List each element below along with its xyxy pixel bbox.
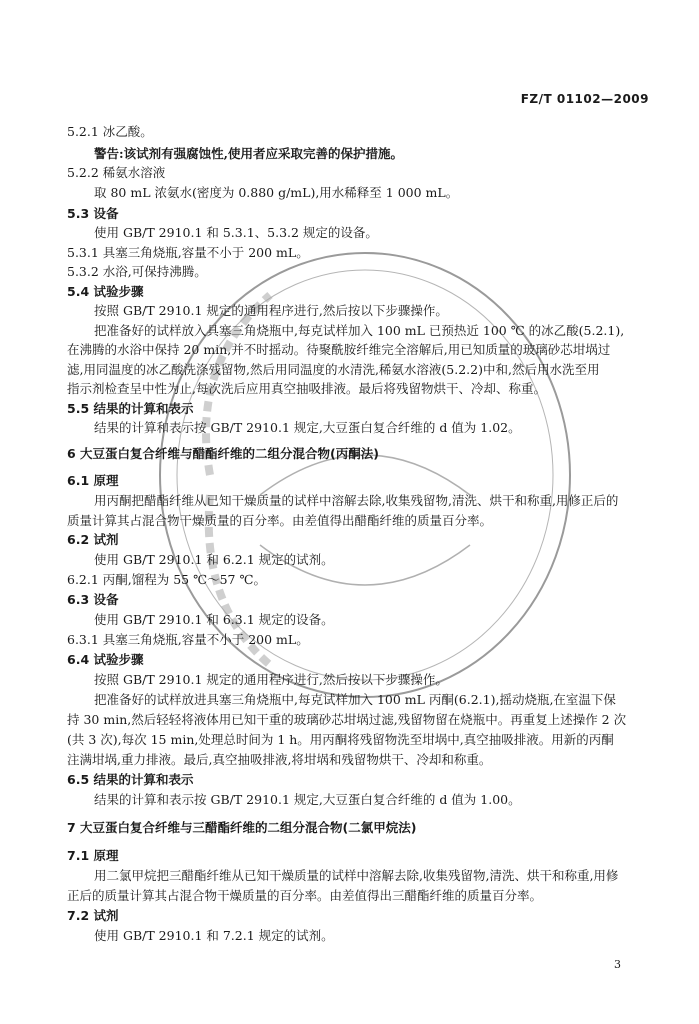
para-line: 在沸腾的水浴中保持 20 min,并不时摇动。待聚酰胺纤维完全溶解后,用已知质量的玻璃砂芯坩埚过 [67,342,611,357]
para-line: 注满坩埚,重力排液。最后,真空抽吸排液,将坩埚和残留物烘干、冷却和称重。 [67,752,492,767]
para-line: 使用 GB/T 2910.1 和 6.3.1 规定的设备。 [94,612,334,627]
line-6-2-1: 6.2.1 丙酮,馏程为 55 ℃～57 ℃。 [67,572,266,587]
para-line: 用二氯甲烷把三醋酯纤维从已知干燥质量的试样中溶解去除,收集残留物,清洗、烘干和称重,用修 [94,868,619,883]
para-line: 使用 GB/T 2910.1 和 5.3.1、5.3.2 规定的设备。 [94,225,378,240]
heading-6-3: 6.3 设备 [67,592,119,607]
para-line: 把准备好的试样放入具塞三角烧瓶中,每克试样加入 100 mL 已预热近 100 ℃ 的冰乙酸(5.2.1), [94,323,625,338]
heading-5-4: 5.4 试验步骤 [67,284,144,299]
heading-6-4: 6.4 试验步骤 [67,652,144,667]
heading-5-5: 5.5 结果的计算和表示 [67,401,194,416]
heading-7-2: 7.2 试剂 [67,908,119,923]
section-6-title: 6 大豆蛋白复合纤维与醋酯纤维的二组分混合物(丙酮法) [67,446,379,461]
line-5-3-1: 5.3.1 具塞三角烧瓶,容量不小于 200 mL。 [67,245,309,260]
page-number: 3 [614,958,621,971]
para-line: 按照 GB/T 2910.1 规定的通用程序进行,然后按以下步骤操作。 [94,672,448,687]
heading-7-1: 7.1 原理 [67,848,119,863]
para-line: 使用 GB/T 2910.1 和 6.2.1 规定的试剂。 [94,552,334,567]
para-line: 按照 GB/T 2910.1 规定的通用程序进行,然后按以下步骤操作。 [94,303,448,318]
heading-6-2: 6.2 试剂 [67,532,119,547]
para-line: 使用 GB/T 2910.1 和 7.2.1 规定的试剂。 [94,928,334,943]
warning-text: 警告:该试剂有强腐蚀性,使用者应采取完善的保护措施。 [94,146,403,161]
line-5-2-1: 5.2.1 冰乙酸。 [67,124,153,139]
para-line: 结果的计算和表示按 GB/T 2910.1 规定,大豆蛋白复合纤维的 d 值为 1.02。 [94,420,521,435]
para-line: 正后的质量计算其占混合物干燥质量的百分率。由差值得出三醋酯纤维的质量百分率。 [67,888,543,903]
heading-6-5: 6.5 结果的计算和表示 [67,772,194,787]
para-line: (共 3 次),每次 15 min,处理总时间为 1 h。用丙酮将残留物洗至坩埚中,真空抽吸排液。用新的丙酮 [67,732,614,747]
para-line: 质量计算其占混合物干燥质量的百分率。由差值得出醋酯纤维的质量百分率。 [67,513,493,528]
standard-code: FZ/T 01102—2009 [520,92,649,106]
para-line: 结果的计算和表示按 GB/T 2910.1 规定,大豆蛋白复合纤维的 d 值为 1.00。 [94,792,521,807]
line-5-3-2: 5.3.2 水浴,可保持沸腾。 [67,264,207,279]
heading-5-3: 5.3 设备 [67,206,119,221]
para-line: 持 30 min,然后轻轻将液体用已知干重的玻璃砂芯坩埚过滤,残留物留在烧瓶中。再重复上述操作 2 次 [67,712,627,727]
para-line: 把准备好的试样放进具塞三角烧瓶中,每克试样加入 100 mL 丙酮(6.2.1),摇动烧瓶,在室温下保 [94,692,616,707]
para-line: 用丙酮把醋酯纤维从已知干燥质量的试样中溶解去除,收集残留物,清洗、烘干和称重,用修正后的 [94,493,619,508]
line-5-2-2: 5.2.2 稀氨水溶液 [67,165,166,180]
para-line: 取 80 mL 浓氨水(密度为 0.880 g/mL),用水稀释至 1 000 mL。 [94,185,459,200]
line-6-3-1: 6.3.1 具塞三角烧瓶,容量不小于 200 mL。 [67,632,309,647]
para-line: 指示剂检查呈中性为止,每次洗后应用真空抽吸排液。最后将残留物烘干、冷却、称重。 [67,381,546,396]
heading-6-1: 6.1 原理 [67,473,119,488]
section-7-title: 7 大豆蛋白复合纤维与三醋酯纤维的二组分混合物(二氯甲烷法) [67,820,417,835]
para-line: 滤,用同温度的冰乙酸洗涤残留物,然后用同温度的水清洗,稀氨水溶液(5.2.2)中和,然后用水洗至用 [67,362,600,377]
